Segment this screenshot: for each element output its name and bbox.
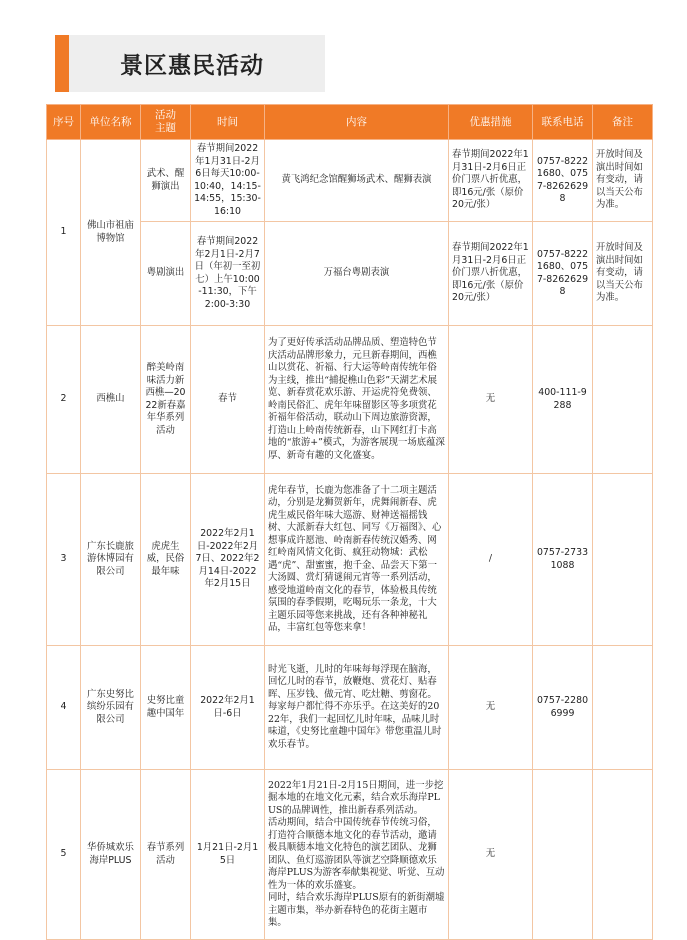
header-unit: 单位名称 (81, 105, 141, 140)
row4-time: 2022年2月1日-6日 (191, 646, 265, 770)
row3-theme: 虎虎生威，民俗最年味 (141, 474, 191, 646)
row3-note (593, 474, 653, 646)
title-accent-bar (55, 35, 69, 92)
header-theme-text: 活动 主题 (155, 109, 176, 134)
row1a-phone: 0757-82221680、0757-82626298 (533, 140, 593, 222)
row4-content: 时光飞逝，儿时的年味每每浮现在脑海，回忆儿时的春节，放鞭炮、赏花灯、贴春晖、压岁钱、做元宵、吃灶糖、剪窗花。每家每户都忙得不亦乐乎。在这美好的2022年，我们一起回忆儿时年味，品味儿时味道，《史努比童趣中国年》带您重温儿时欢乐春节。 (265, 646, 449, 770)
row3-time: 2022年2月1日-2022年2月7日、2022年2月14日-2022年2月15日 (191, 474, 265, 646)
row2-phone: 400-111-9288 (533, 326, 593, 474)
row5-theme: 春节系列活动 (141, 770, 191, 940)
row4-unit: 广东史努比缤纷乐园有限公司 (81, 646, 141, 770)
row4-theme: 史努比童趣中国年 (141, 646, 191, 770)
row5-content-text: 2022年1月21日-2月15日期间，进一步挖掘本地的在地文化元素，结合欢乐海岸PLUS的品牌调性，推出新春系列活动。 活动期间，结合中国传统春节传统习俗，打造符合顺德本地文化的春节活动，邀请极具顺德本地文化特色的演艺团队、龙狮团队、鱼灯巡游团队等演艺空降顺德欢乐海岸PLUS为游客奉献集视觉、听觉、互动性为一体的欢乐盛宴。 同时，结合欢乐海岸PLUS原有的新街潮墟主题市集，举办新春特色的花街主题市集。 (268, 779, 445, 928)
row1a-discount: 春节期间2022年1月31日-2月6日正价门票八折优惠，即16元/张（原价20元/张） (449, 140, 533, 222)
row4-discount: 无 (449, 646, 533, 770)
row1-unit: 佛山市祖庙博物馆 (81, 140, 141, 326)
row3-unit: 广东长鹿旅游休博园有限公司 (81, 474, 141, 646)
row2-time: 春节 (191, 326, 265, 474)
row1a-time: 春节期间2022年1月31日-2月6日每天10:00-10:40，14:15-14:55，15:30-16:10 (191, 140, 265, 222)
row1a-content: 黄飞鸿纪念馆醒狮场武术、醒狮表演 (265, 140, 449, 222)
row5-note (593, 770, 653, 940)
table-row (47, 140, 653, 222)
row2-unit: 西樵山 (81, 326, 141, 474)
row5-discount: 无 (449, 770, 533, 940)
row2-content: 为了更好传承活动品牌品质、塑造特色节庆活动品牌形象力，元旦新春期间，西樵山以赏花、祈福、行大运等岭南传统年俗为主线，推出“捕捉樵山色彩”天湖艺术展览、新春赏花欢乐游、开运虎符免费领、岭南民俗汇、虎年年味留影区等多项赏花祈福年俗活动，联动山下周边旅游资源，打造山上岭南传统新春，山下网红打卡高地的“旅游+”模式，为游客展现一场底蕴深厚、新奇有趣的文化盛宴。 (265, 326, 449, 474)
row1b-content: 万福台粤剧表演 (265, 222, 449, 326)
header-no: 序号 (47, 105, 81, 140)
table-header-row (47, 105, 653, 140)
row1b-time: 春节期间2022年2月1日-2月7日（年初一至初七）上午10:00-11:30，下午2:00-3:30 (191, 222, 265, 326)
row4-phone: 0757-22806999 (533, 646, 593, 770)
row1-no: 1 (47, 140, 81, 326)
header-note: 备注 (593, 105, 653, 140)
table-row (47, 646, 653, 770)
row3-discount: / (449, 474, 533, 646)
header-discount: 优惠措施 (449, 105, 533, 140)
header-theme (141, 105, 191, 140)
row1b-phone: 0757-82221680、0757-82626298 (533, 222, 593, 326)
row2-theme: 醉美岭南味活力新西樵—2022新春嘉年华系列活动 (141, 326, 191, 474)
page-title: 景区惠民活动 (120, 53, 264, 79)
row4-note (593, 646, 653, 770)
row1b-theme: 粤剧演出 (141, 222, 191, 326)
table-row (47, 770, 653, 940)
header-time: 时间 (191, 105, 265, 140)
table-row (47, 326, 653, 474)
row1b-discount: 春节期间2022年1月31日-2月6日正价门票八折优惠，即16元/张（原价20元/张） (449, 222, 533, 326)
row2-discount: 无 (449, 326, 533, 474)
row4-no: 4 (47, 646, 81, 770)
row2-note (593, 326, 653, 474)
row3-no: 3 (47, 474, 81, 646)
table-row (47, 474, 653, 646)
activity-table (46, 104, 653, 940)
row5-unit: 华侨城欢乐海岸PLUS (81, 770, 141, 940)
header-phone: 联系电话 (533, 105, 593, 140)
row3-content: 虎年春节，长鹿为您准备了十二项主题活动，分别是龙狮贺新年，虎舞闹新春、虎虎生威民俗年味大巡游、财神送福摇钱树、大派新春大红包、同写《万福图》、心想事成许愿池、岭南新春传统汉婚秀、网红岭南风情文化街、疯狂动物城：武松遇“虎”、甜蜜蜜，抱千金、品尝天下第一大汤圆、赏灯猜谜闹元宵等一系列活动，感受地道岭南文化的春节，体验极具传统氛围的春季假期，吃喝玩乐一条龙，十大主题乐园等您来挑战，还有各种神秘礼品，丰富红包等您来拿！ (265, 474, 449, 646)
row5-content (265, 770, 449, 940)
row5-time: 1月21日-2月15日 (191, 770, 265, 940)
row5-phone (533, 770, 593, 940)
row2-no: 2 (47, 326, 81, 474)
row5-no: 5 (47, 770, 81, 940)
row3-phone: 0757-27331088 (533, 474, 593, 646)
row1a-theme: 武术、醒狮演出 (141, 140, 191, 222)
row1b-note: 开放时间及演出时间如有变动，请以当天公布为准。 (593, 222, 653, 326)
header-content: 内容 (265, 105, 449, 140)
row1a-note: 开放时间及演出时间如有变动，请以当天公布为准。 (593, 140, 653, 222)
